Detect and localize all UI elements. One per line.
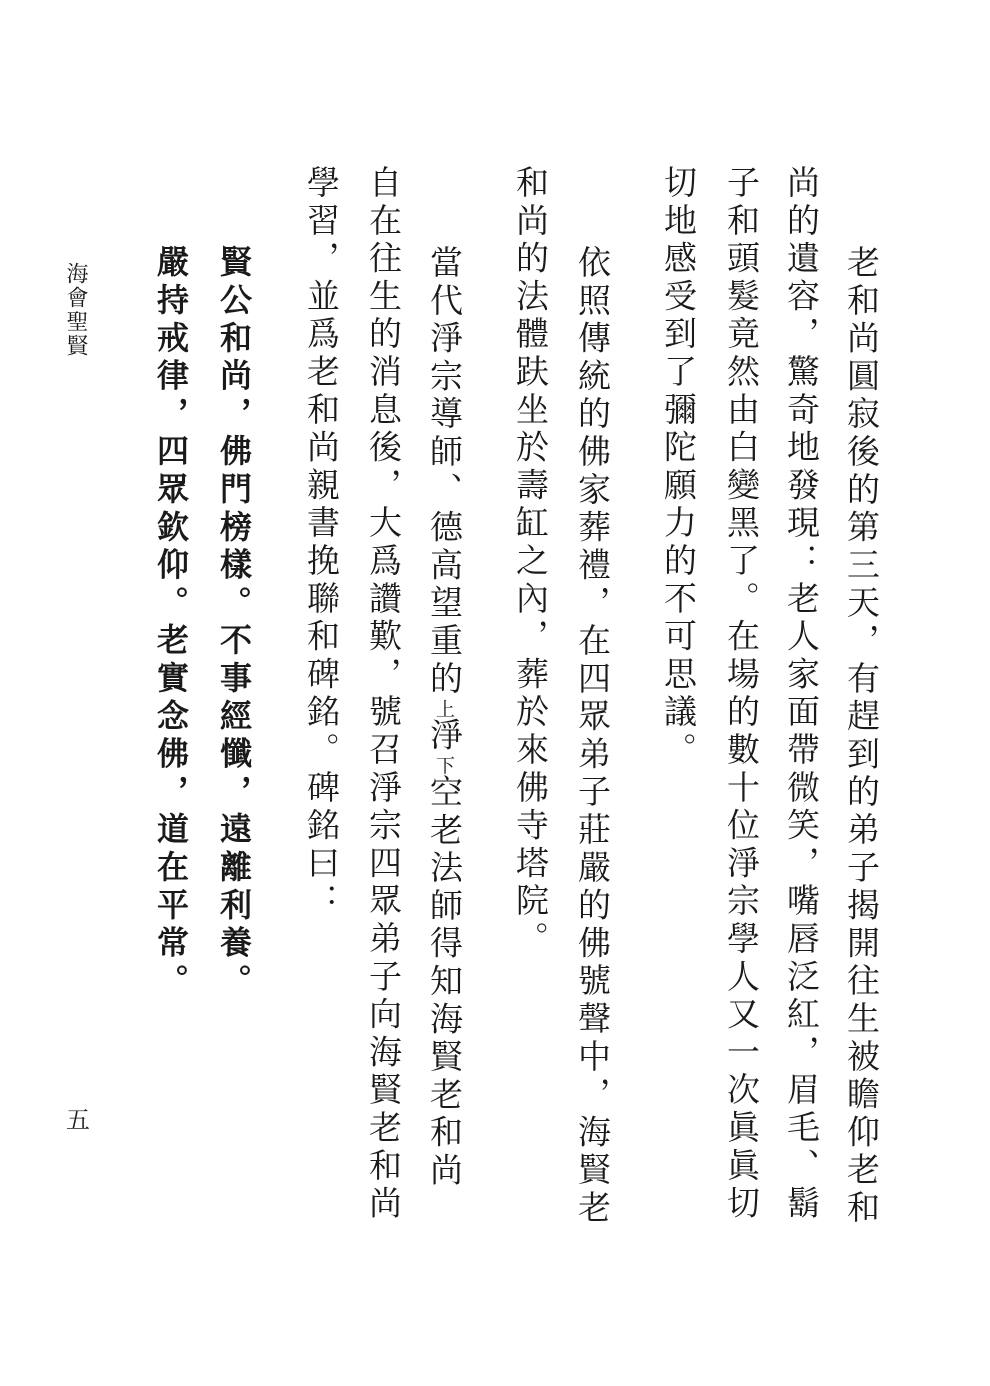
text-column-5: 依照傳統的佛家葬禮，在四眾弟子莊嚴的佛號聲中，海賢老 bbox=[573, 245, 612, 1228]
text-segment: 當代淨宗導師、德高望重的 bbox=[425, 245, 464, 699]
text-column-9: 學習，並爲老和尚親書挽聯和碑銘。碑銘曰： bbox=[302, 165, 341, 921]
text-column-1: 老和尚圓寂後的第三天，有趕到的弟子揭開往生被瞻仰老和 bbox=[842, 245, 881, 1228]
text-column-8: 自在往生的消息後，大爲讚歎，號召淨宗四眾弟子向海賢老和尚 bbox=[364, 165, 403, 1224]
running-title: 海會聖賢 bbox=[63, 262, 88, 358]
text-column-2: 尚的遺容，驚奇地發現：老人家面帶微笑，嘴唇泛紅，眉毛、鬍 bbox=[782, 165, 821, 1224]
epitaph-column-2: 嚴持戒律，四眾欽仰。老實念佛，道在平常。 bbox=[152, 245, 190, 1001]
epitaph-column-1: 賢公和尚，佛門榜樣。不事經懺，遠離利養。 bbox=[215, 245, 253, 1001]
honorific-note-upper: 上 bbox=[433, 698, 455, 718]
text-segment: 淨 bbox=[425, 717, 464, 756]
text-column-7 bbox=[425, 245, 464, 1191]
text-column-6: 和尚的法體趺坐於壽缸之內，葬於來佛寺塔院。 bbox=[511, 165, 550, 959]
text-column-3: 子和頭髮竟然由白變黑了。在場的數十位淨宗學人又一次眞眞切 bbox=[722, 165, 761, 1224]
page-number: 五 bbox=[66, 1106, 90, 1134]
honorific-note-lower: 下 bbox=[433, 755, 455, 775]
text-column-4: 切地感受到了彌陀願力的不可思議。 bbox=[659, 165, 698, 770]
text-segment: 空老法師得知海賢老和尚 bbox=[425, 774, 464, 1191]
